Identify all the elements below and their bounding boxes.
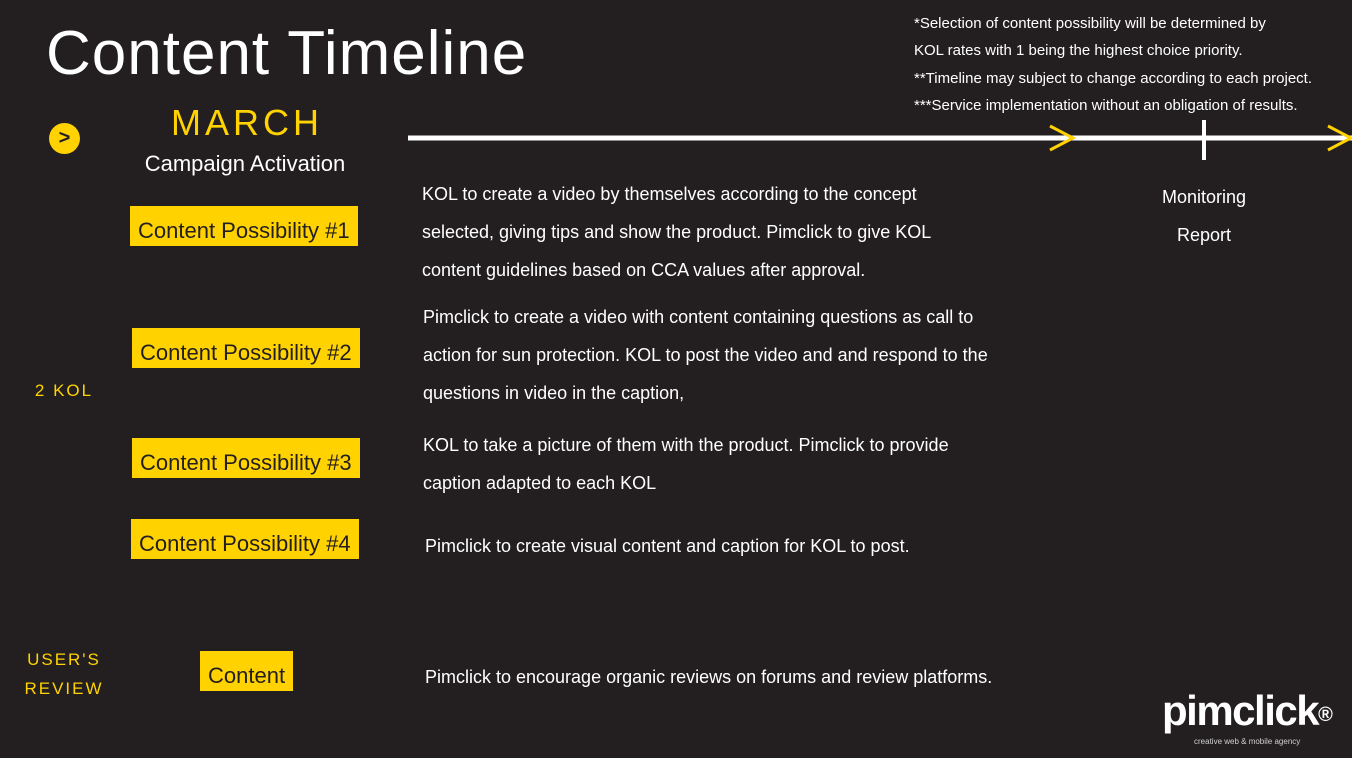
pimclick-logo: pimclick® <box>1162 687 1332 734</box>
chevron-right-icon: > <box>49 123 80 154</box>
kol-group-label: 2 KOL <box>34 381 94 400</box>
content-possibility-tag: Content Possibility #4 <box>131 519 359 559</box>
footnotes <box>914 10 1312 119</box>
content-possibility-tag: Content Possibility #2 <box>132 328 360 368</box>
content-description: KOL to take a picture of them with the product. Pimclick to provide caption adapted to each KOL <box>423 435 949 493</box>
footnote: KOL rates with 1 being the highest choice priority. <box>914 42 1243 60</box>
content-possibility-tag: Content Possibility #3 <box>132 438 360 478</box>
footnote: *Selection of content possibility will be determined by <box>914 15 1266 32</box>
content-description: KOL to create a video by themselves according to the concept selected, giving tips and show the product. Pimclick to give KOL content guidelines based on CCA values after approval. <box>422 184 932 280</box>
content-tag: Content <box>200 651 293 691</box>
timeline-phase: Campaign Activation <box>144 151 346 176</box>
milestone-label: Monitoring Report <box>1161 187 1247 245</box>
review-group-label: USER'S REVIEW <box>24 650 104 698</box>
arrow-right-icon <box>1050 126 1073 150</box>
content-description: Pimclick to create a video with content containing questions as call to action for sun protection. KOL to post the video and and respond to the questions in video in the caption, <box>423 307 988 403</box>
logo-tagline: creative web & mobile agency <box>1194 737 1301 746</box>
page-title: Content Timeline <box>46 19 528 88</box>
content-possibility-tag: Content Possibility #1 <box>130 206 358 246</box>
footnote: **Timeline may subject to change according to each project. <box>914 69 1312 87</box>
content-description: Pimclick to encourage organic reviews on forums and review platforms. <box>425 667 993 687</box>
timeline-month: MARCH <box>171 102 323 143</box>
arrow-right-icon <box>1328 126 1351 150</box>
footnote: ***Service implementation without an obligation of results. <box>914 96 1298 114</box>
content-description: Pimclick to create visual content and caption for KOL to post. <box>425 536 910 556</box>
